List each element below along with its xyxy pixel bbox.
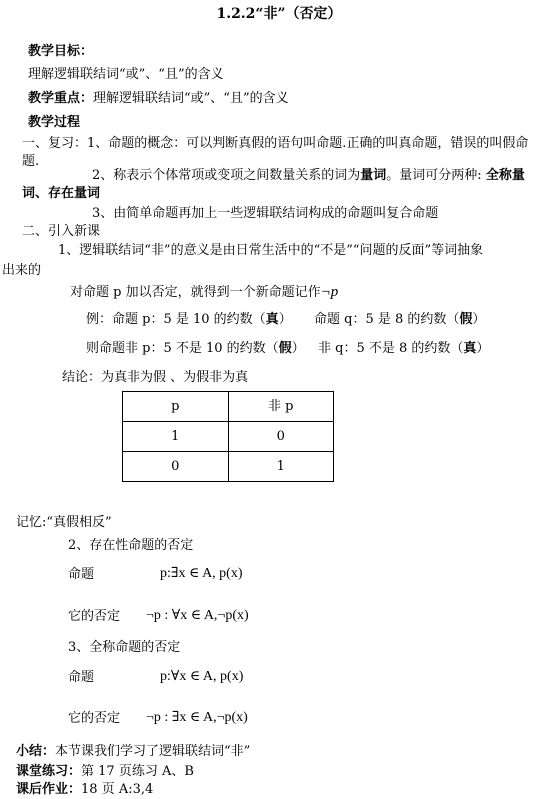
table-cell: 1 [228,452,334,482]
table-cell: 0 [123,452,229,482]
example-p-value: 真 [265,312,279,327]
focus-text: 理解逻辑联结词“或”、“且”的含义 [93,91,289,106]
new-lesson-p2-text: 对命题 p 加以否定，就得到一个新命题记作 [70,285,321,300]
existential-neg-formula: ¬p : ∀x ∈ A,¬p(x) [146,608,249,623]
universal-prop-label: 命题 [68,670,95,685]
existential-prop-formula: p:∃x ∈ A, p(x) [160,566,243,581]
review-line-2 [92,168,525,184]
homework [16,782,153,798]
review-line-2-text-b: 。量词可分两种: [386,168,486,183]
review-line-2-cont: 词、存在量词 [22,186,101,201]
new-lesson-p2 [70,283,338,301]
review-line-1-cont: 题. [22,154,40,169]
review-line-2-term: 量词 [360,168,387,183]
page-title: 1.2.2“非”（否定） [216,6,342,22]
focus-line [28,91,289,107]
summary-text: 本节课我们学习了逻辑联结词“非” [55,744,251,759]
example-p [86,312,292,328]
example-p-close: ） [278,312,292,327]
review-line-3: 3、由简单命题再加上一些逻辑联结词构成的命题叫复合命题 [92,206,439,221]
universal-neg-formula: ¬p : ∃x ∈ A,¬p(x) [146,710,248,725]
review-line-1: 一、复习：1、命题的概念：可以判断真假的语句叫命题.正确的叫真命题，错误的叫假命 [22,136,529,151]
objectives-text: 理解逻辑联结词“或”、“且”的含义 [28,67,224,82]
existential-heading: 2、存在性命题的否定 [68,538,194,553]
negation-symbol: ¬p [320,284,339,300]
new-lesson-p1: 1、逻辑联结词“非”的意义是由日常生活中的“不是”“问题的反面”等词抽象 [58,243,484,258]
practice [16,764,194,780]
universal-heading: 3、全称命题的否定 [68,640,181,655]
negation-q-text: 非 q：5 不是 8 的约数（ [318,341,464,356]
negation-q [318,341,489,357]
example-q-text: 命题 q：5 是 8 的约数（ [314,312,460,327]
universal-neg-label: 它的否定 [68,711,121,726]
table-header: p [123,392,229,422]
table-row [123,452,334,482]
focus-heading: 教学重点： [28,91,94,106]
existential-prop-label: 命题 [68,567,95,582]
homework-text: 18 页 A:3,4 [81,782,154,797]
negation-q-close: ） [476,341,490,356]
review-line-2-term-b: 全称量 [485,168,525,183]
example-p-text: 例：命题 p：5 是 10 的约数（ [86,312,266,327]
negation-p [86,341,305,357]
table-header-row [123,392,334,422]
memory-note: 记忆:“真假相反” [16,515,112,530]
summary [16,744,250,760]
new-lesson-heading: 二、引入新课 [22,224,101,239]
existential-neg-label: 它的否定 [68,609,121,624]
practice-heading: 课堂练习： [16,764,82,779]
table-header: 非 p [228,392,334,422]
truth-table [122,391,334,482]
universal-prop-formula: p:∀x ∈ A, p(x) [160,669,244,684]
negation-q-value: 真 [463,341,477,356]
negation-p-value: 假 [278,341,292,356]
process-heading: 教学过程 [28,115,81,130]
practice-text: 第 17 页练习 A、B [81,764,194,779]
table-cell: 1 [123,422,229,452]
objectives-heading: 教学目标： [28,44,94,59]
homework-heading: 课后作业： [16,782,82,797]
new-lesson-p1-cont: 出来的 [2,263,42,278]
conclusion: 结论：为真非为假 、为假非为真 [62,370,249,385]
example-q-value: 假 [459,312,473,327]
example-q [314,312,485,328]
table-row [123,422,334,452]
review-line-2-text: 2、称表示个体常项或变项之间数量关系的词为 [92,168,361,183]
negation-p-text: 则命题非 p：5 不是 10 的约数（ [86,341,279,356]
table-cell: 0 [228,422,334,452]
example-q-close: ） [472,312,486,327]
negation-p-close: ） [291,341,305,356]
summary-heading: 小结： [16,744,56,759]
